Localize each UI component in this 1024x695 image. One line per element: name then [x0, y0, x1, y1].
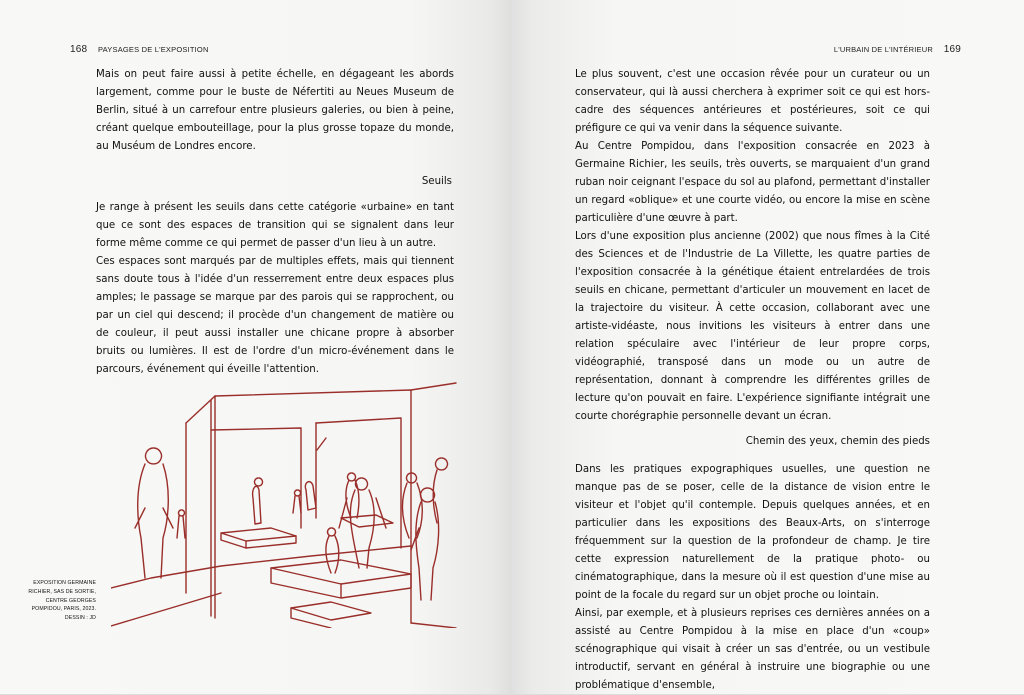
left-intro-text [96, 66, 454, 156]
left-running-head: PAYSAGES DE L'EXPOSITION [98, 45, 209, 54]
right-page-number: 169 [943, 44, 961, 55]
left-page-number: 168 [70, 44, 88, 55]
right-body-text-2 [575, 461, 930, 695]
paragraph: Ainsi, par exemple, et à plusieurs reprises ces dernières années on a assisté au Centre Pompidou à la mise en place d'un «coup» scénographique qui visait à créer un sas d'entrée, ou un vestibule introductif, servant en général à instruire une biographie ou une problématique d'ensemble, [575, 608, 930, 691]
right-folio [834, 44, 961, 55]
section-heading-seuils: Seuils [421, 176, 452, 187]
paragraph: Dans les pratiques expographiques usuelles, une question ne manque pas de se poser, celle de la distance de vision entre le visiteur et l'objet qu'il contemple. Depuis quelques années, et en particulier dans les expositions des Beaux-Arts, on s'interroge fréquemment sur la question de la profondeur de champ. Je tire cette expression naturellement de la pratique photo- ou cinématographique, dans la mesure où il est question d'une mise au point de la focale du regard sur un objet proche ou lointain. [575, 464, 930, 601]
section-heading-chemin: Chemin des yeux, chemin des pieds [745, 436, 930, 447]
paragraph: Le plus souvent, c'est une occasion rêvée pour un curateur ou un conservateur, qui là aussi cherchera à exprimer soit ce qui est hors-cadre des séquences antérieures et postérieures, soit ce qui préfigure ce qui va venir dans la séquence suivante. [575, 69, 930, 134]
figure-caption: EXPOSITION GERMAINE RICHIER, SAS DE SORTIE, CENTRE GEORGES POMPIDOU, PARIS, 2023. DESSIN : JD [28, 580, 96, 622]
right-running-head: L'URBAIN DE L'INTÉRIEUR [833, 45, 933, 54]
paragraph: Lors d'une exposition plus ancienne (2002) que nous fîmes à la Cité des Sciences et de l'Industrie de La Villette, les quatre parties de l'exposition consacrée à la génétique étaient entrelardées de trois seuils en chicane, permettant d'articuler un mouvement en lacet de la trajectoire du visiteur. À cette occasion, collaborant avec une artiste-vidéaste, nous invitions les visiteurs à entrer dans une relation spéculaire avec l'intérieur de leur propre corps, vidéographié, transposé dans un mode ou un autre de représentation, donnant à comprendre les différentes grilles de lecture qu'on pouvait en faire. L'expérience signifiante intégrait une courte chorégraphie personnelle devant un écran. [575, 231, 930, 422]
paragraph: Au Centre Pompidou, dans l'exposition consacrée en 2023 à Germaine Richier, les seuils, très ouverts, se marquaient d'un grand ruban noir ceignant l'espace du sol au plafond, permettant d'installer un regard «oblique» et une courte vidéo, ou encore la mise en scène particulière d'une œuvre à part. [575, 141, 930, 224]
right-body-text [575, 66, 930, 426]
left-folio [70, 44, 209, 55]
paragraph: Je range à présent les seuils dans cette catégorie «urbaine» en tant que ce sont des espaces de transition qui se signalent dans leur forme même comme ce qui permet de passer d'un lieu à un autre. [96, 202, 454, 249]
intro-paragraph: Mais on peut faire aussi à petite échelle, en dégageant les abords largement, comme pour le buste de Néfertiti au Neues Museum de Berlin, situé à un carrefour entre plusieurs galeries, ou bien à peine, créant quelque embouteillage, pour la plus grosse topaze du monde, au Muséum de Londres encore. [96, 69, 454, 152]
gallery-sketch-illustration [111, 378, 457, 628]
paragraph: Ces espaces sont marqués par de multiples effets, mais qui tiennent sans doute tous à l'idée d'un resserrement entre deux espaces plus amples; le passage se marque par des parois qui se rapprochent, ou par un ciel qui descend; il procède d'un changement de matière ou de couleur, il peut aussi installer une chicane propre à absorber bruits ou lumières. Il est de l'ordre d'un micro-événement dans le parcours, événement qui éveille l'attention. [96, 256, 454, 375]
left-page [0, 0, 512, 694]
left-body-text [96, 199, 454, 379]
